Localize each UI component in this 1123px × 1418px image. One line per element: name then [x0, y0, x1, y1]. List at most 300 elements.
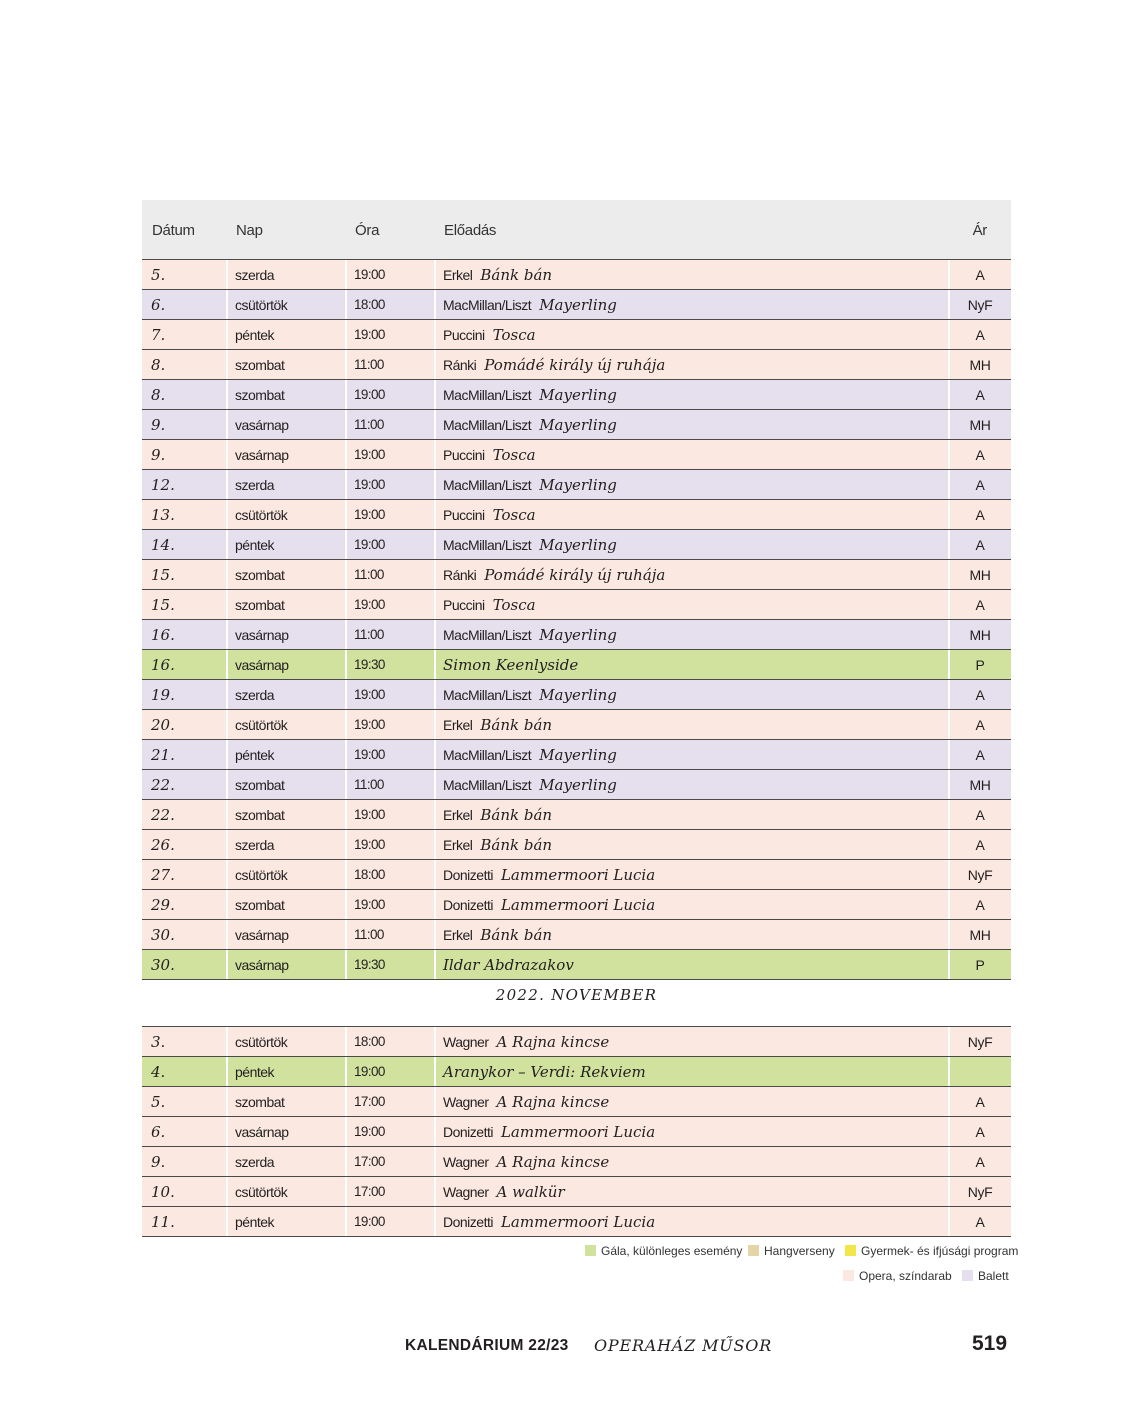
- row-time: 19:00: [354, 267, 385, 282]
- row-day: péntek: [235, 327, 275, 343]
- column-separator: [948, 830, 950, 859]
- row-price: A: [975, 1154, 985, 1170]
- row-day: szombat: [235, 807, 285, 823]
- table-row: [142, 1027, 1011, 1057]
- row-day: péntek: [235, 537, 275, 553]
- row-day: vasárnap: [235, 657, 289, 673]
- column-separator: [434, 620, 436, 649]
- table-row: [142, 1087, 1011, 1117]
- row-date: 5.: [151, 266, 166, 284]
- row-date: 6.: [151, 296, 166, 314]
- column-separator: [948, 350, 950, 379]
- row-time: 19:00: [354, 387, 385, 402]
- column-separator: [345, 1207, 347, 1236]
- row-date: 3.: [151, 1033, 166, 1051]
- row-time: 19:30: [354, 657, 385, 672]
- row-title: Bánk bán: [480, 716, 553, 734]
- column-separator: [948, 440, 950, 469]
- row-day: vasárnap: [235, 957, 289, 973]
- row-composer: MacMillan/Liszt: [443, 747, 532, 763]
- column-separator: [345, 800, 347, 829]
- column-separator: [345, 920, 347, 949]
- table-row: [142, 530, 1011, 560]
- column-separator: [948, 290, 950, 319]
- table-row: [142, 260, 1011, 290]
- row-composer: Ránki: [443, 567, 477, 583]
- column-separator: [434, 1027, 436, 1056]
- row-day: szombat: [235, 777, 285, 793]
- row-composer: Donizetti: [443, 897, 493, 913]
- column-separator: [434, 530, 436, 559]
- table-row: [142, 650, 1011, 680]
- row-day: csütörtök: [235, 1034, 288, 1050]
- november-schedule-table: [142, 1026, 1011, 1237]
- row-composer: MacMillan/Liszt: [443, 537, 532, 553]
- row-price: MH: [969, 417, 991, 433]
- row-title: Tosca: [492, 446, 536, 464]
- column-separator: [948, 1177, 950, 1206]
- row-title: Ildar Abdrazakov: [443, 956, 574, 974]
- row-day: szerda: [235, 267, 275, 283]
- column-separator: [434, 860, 436, 889]
- row-title: A Rajna kincse: [496, 1153, 610, 1171]
- row-performance: [443, 260, 552, 289]
- column-separator: [226, 1117, 228, 1146]
- legend-youth: [845, 1244, 1018, 1258]
- row-title: Tosca: [492, 506, 536, 524]
- column-separator: [434, 1207, 436, 1236]
- row-composer: Erkel: [443, 807, 473, 823]
- column-separator: [434, 830, 436, 859]
- october-rows: [142, 260, 1011, 980]
- row-price: NyF: [967, 1034, 993, 1050]
- row-time: 17:00: [354, 1184, 385, 1199]
- table-row: [142, 680, 1011, 710]
- row-title: Aranykor – Verdi: Rekviem: [443, 1063, 646, 1081]
- column-separator: [226, 800, 228, 829]
- row-date: 11.: [151, 1213, 175, 1231]
- row-time: 19:30: [354, 957, 385, 972]
- page-number: 519: [972, 1332, 1008, 1355]
- row-date: 8.: [151, 356, 166, 374]
- row-performance: [443, 800, 552, 829]
- column-separator: [434, 800, 436, 829]
- column-separator: [434, 410, 436, 439]
- column-separator: [434, 350, 436, 379]
- row-title: Mayerling: [539, 686, 617, 704]
- row-price: A: [975, 807, 985, 823]
- column-separator: [434, 290, 436, 319]
- row-date: 22.: [151, 776, 175, 794]
- row-title: Mayerling: [539, 626, 617, 644]
- header-day: Nap: [236, 222, 263, 239]
- column-separator: [948, 920, 950, 949]
- table-header: [142, 200, 1011, 260]
- row-time: 11:00: [354, 417, 384, 432]
- table-row: [142, 950, 1011, 980]
- row-composer: Wagner: [443, 1034, 489, 1050]
- row-price: MH: [969, 567, 991, 583]
- column-separator: [226, 1177, 228, 1206]
- column-separator: [345, 380, 347, 409]
- row-title: Mayerling: [539, 746, 617, 764]
- column-separator: [345, 500, 347, 529]
- row-date: 20.: [151, 716, 175, 734]
- row-title: Bánk bán: [480, 926, 553, 944]
- column-separator: [434, 470, 436, 499]
- row-performance: [443, 1207, 655, 1236]
- row-date: 30.: [151, 926, 175, 944]
- row-composer: Erkel: [443, 267, 473, 283]
- table-row: [142, 410, 1011, 440]
- row-price: A: [975, 327, 985, 343]
- row-price: A: [975, 267, 985, 283]
- column-separator: [345, 290, 347, 319]
- row-date: 10.: [151, 1183, 175, 1201]
- row-date: 15.: [151, 566, 175, 584]
- row-performance: [443, 560, 665, 589]
- row-performance: [443, 470, 617, 499]
- row-time: 19:00: [354, 1124, 385, 1139]
- column-separator: [434, 680, 436, 709]
- table-row: [142, 380, 1011, 410]
- table-row: [142, 1177, 1011, 1207]
- row-title: A Rajna kincse: [496, 1093, 610, 1111]
- column-separator: [345, 1087, 347, 1116]
- row-date: 29.: [151, 896, 175, 914]
- column-separator: [345, 1057, 347, 1086]
- row-time: 19:00: [354, 507, 385, 522]
- row-price: A: [975, 447, 985, 463]
- row-performance: [443, 950, 574, 979]
- legend-ballet: [962, 1269, 1009, 1283]
- column-separator: [434, 1147, 436, 1176]
- column-separator: [948, 410, 950, 439]
- column-separator: [345, 260, 347, 289]
- row-price: MH: [969, 627, 991, 643]
- row-performance: [443, 1027, 609, 1056]
- column-separator: [226, 620, 228, 649]
- legend-opera-label: Opera, színdarab: [859, 1269, 952, 1283]
- footer-section: OPERAHÁZ MŰSOR: [594, 1336, 773, 1355]
- row-price: A: [975, 507, 985, 523]
- column-separator: [345, 470, 347, 499]
- column-separator: [948, 1207, 950, 1236]
- column-separator: [434, 770, 436, 799]
- legend-concert: [748, 1244, 835, 1258]
- column-separator: [434, 590, 436, 619]
- column-separator: [345, 1027, 347, 1056]
- row-date: 8.: [151, 386, 166, 404]
- row-time: 11:00: [354, 627, 384, 642]
- row-price: A: [975, 537, 985, 553]
- row-price: A: [975, 837, 985, 853]
- column-separator: [434, 380, 436, 409]
- table-row: [142, 1207, 1011, 1237]
- row-price: A: [975, 1094, 985, 1110]
- row-time: 19:00: [354, 837, 385, 852]
- row-date: 16.: [151, 626, 175, 644]
- row-title: A walkür: [496, 1183, 565, 1201]
- table-row: [142, 290, 1011, 320]
- legend-gala-label: Gála, különleges esemény: [601, 1244, 743, 1258]
- table-row: [142, 710, 1011, 740]
- column-separator: [948, 860, 950, 889]
- column-separator: [345, 620, 347, 649]
- row-composer: Erkel: [443, 837, 473, 853]
- column-separator: [948, 740, 950, 769]
- row-price: A: [975, 387, 985, 403]
- column-separator: [226, 650, 228, 679]
- november-rows: [142, 1026, 1011, 1237]
- column-separator: [226, 890, 228, 919]
- column-separator: [226, 740, 228, 769]
- column-separator: [434, 1057, 436, 1086]
- row-day: csütörtök: [235, 867, 288, 883]
- row-title: Lammermoori Lucia: [500, 896, 656, 914]
- column-separator: [948, 650, 950, 679]
- column-separator: [948, 1027, 950, 1056]
- column-separator: [226, 680, 228, 709]
- row-title: Bánk bán: [480, 836, 553, 854]
- row-performance: [443, 1117, 655, 1146]
- column-separator: [948, 560, 950, 589]
- row-date: 16.: [151, 656, 175, 674]
- row-composer: Erkel: [443, 927, 473, 943]
- row-performance: [443, 770, 617, 799]
- column-separator: [345, 1147, 347, 1176]
- row-date: 9.: [151, 416, 166, 434]
- row-day: péntek: [235, 1064, 275, 1080]
- table-row: [142, 860, 1011, 890]
- table-row: [142, 1057, 1011, 1087]
- row-price: A: [975, 597, 985, 613]
- column-separator: [345, 830, 347, 859]
- row-title: Lammermoori Lucia: [500, 1213, 656, 1231]
- column-separator: [345, 530, 347, 559]
- legend-ballet-label: Balett: [978, 1269, 1009, 1283]
- row-date: 22.: [151, 806, 175, 824]
- column-separator: [948, 890, 950, 919]
- column-separator: [948, 260, 950, 289]
- row-composer: MacMillan/Liszt: [443, 417, 532, 433]
- row-time: 17:00: [354, 1154, 385, 1169]
- row-date: 15.: [151, 596, 175, 614]
- column-separator: [948, 1057, 950, 1086]
- row-performance: [443, 350, 665, 379]
- row-day: szombat: [235, 1094, 285, 1110]
- column-separator: [226, 950, 228, 979]
- table-row: [142, 620, 1011, 650]
- row-date: 6.: [151, 1123, 166, 1141]
- column-separator: [226, 560, 228, 589]
- row-price: A: [975, 717, 985, 733]
- legend-ballet-swatch: [962, 1270, 973, 1281]
- row-price: NyF: [967, 1184, 993, 1200]
- row-time: 11:00: [354, 777, 384, 792]
- row-performance: [443, 1057, 646, 1086]
- column-separator: [226, 350, 228, 379]
- column-separator: [948, 1117, 950, 1146]
- october-schedule-table: [142, 200, 1011, 980]
- row-composer: Ránki: [443, 357, 477, 373]
- column-separator: [345, 350, 347, 379]
- table-row: [142, 770, 1011, 800]
- row-performance: [443, 1087, 609, 1116]
- row-composer: MacMillan/Liszt: [443, 777, 532, 793]
- column-separator: [434, 650, 436, 679]
- row-day: vasárnap: [235, 627, 289, 643]
- table-row: [142, 470, 1011, 500]
- column-separator: [226, 710, 228, 739]
- row-day: vasárnap: [235, 1124, 289, 1140]
- column-separator: [434, 440, 436, 469]
- column-separator: [226, 1027, 228, 1056]
- column-separator: [345, 590, 347, 619]
- table-row: [142, 440, 1011, 470]
- legend-concert-swatch: [748, 1245, 759, 1256]
- column-separator: [345, 710, 347, 739]
- column-separator: [345, 1177, 347, 1206]
- column-separator: [226, 470, 228, 499]
- row-composer: Erkel: [443, 717, 473, 733]
- column-separator: [226, 440, 228, 469]
- row-date: 26.: [151, 836, 175, 854]
- row-date: 12.: [151, 476, 175, 494]
- header-date: Dátum: [152, 222, 195, 239]
- row-day: péntek: [235, 747, 275, 763]
- column-separator: [434, 1087, 436, 1116]
- column-separator: [345, 320, 347, 349]
- row-price: P: [975, 957, 985, 973]
- row-day: csütörtök: [235, 297, 288, 313]
- column-separator: [345, 890, 347, 919]
- column-separator: [226, 1057, 228, 1086]
- column-separator: [345, 650, 347, 679]
- column-separator: [948, 710, 950, 739]
- column-separator: [948, 950, 950, 979]
- row-time: 18:00: [354, 867, 385, 882]
- table-row: [142, 560, 1011, 590]
- row-date: 27.: [151, 866, 175, 884]
- row-time: 19:00: [354, 537, 385, 552]
- row-performance: [443, 320, 536, 349]
- row-composer: Puccini: [443, 597, 485, 613]
- column-separator: [226, 770, 228, 799]
- row-performance: [443, 710, 552, 739]
- row-date: 21.: [151, 746, 175, 764]
- column-separator: [226, 530, 228, 559]
- column-separator: [226, 500, 228, 529]
- column-separator: [226, 1207, 228, 1236]
- row-composer: Donizetti: [443, 1214, 493, 1230]
- row-time: 19:00: [354, 747, 385, 762]
- column-separator: [434, 500, 436, 529]
- column-separator: [948, 620, 950, 649]
- row-date: 19.: [151, 686, 175, 704]
- row-performance: [443, 620, 617, 649]
- column-separator: [434, 1117, 436, 1146]
- row-composer: MacMillan/Liszt: [443, 687, 532, 703]
- row-price: MH: [969, 777, 991, 793]
- row-performance: [443, 920, 552, 949]
- table-row: [142, 1147, 1011, 1177]
- column-separator: [434, 890, 436, 919]
- column-separator: [226, 1147, 228, 1176]
- column-separator: [345, 740, 347, 769]
- row-composer: Puccini: [443, 447, 485, 463]
- column-separator: [948, 320, 950, 349]
- legend-gala-swatch: [585, 1245, 596, 1256]
- row-day: szombat: [235, 357, 285, 373]
- column-separator: [226, 1087, 228, 1116]
- row-composer: Donizetti: [443, 1124, 493, 1140]
- column-separator: [434, 260, 436, 289]
- legend-youth-swatch: [845, 1245, 856, 1256]
- column-separator: [226, 920, 228, 949]
- row-price: A: [975, 477, 985, 493]
- row-title: Mayerling: [539, 776, 617, 794]
- table-row: [142, 830, 1011, 860]
- column-separator: [948, 800, 950, 829]
- row-time: 11:00: [354, 567, 384, 582]
- column-separator: [434, 710, 436, 739]
- row-performance: [443, 860, 655, 889]
- row-composer: MacMillan/Liszt: [443, 387, 532, 403]
- row-performance: [443, 740, 617, 769]
- row-time: 11:00: [354, 357, 384, 372]
- header-price: Ár: [972, 222, 987, 239]
- row-performance: [443, 410, 617, 439]
- row-performance: [443, 1177, 565, 1206]
- row-performance: [443, 380, 617, 409]
- header-time: Óra: [355, 222, 380, 239]
- column-separator: [948, 500, 950, 529]
- row-price: A: [975, 1214, 985, 1230]
- row-day: szombat: [235, 897, 285, 913]
- column-separator: [226, 590, 228, 619]
- row-title: Mayerling: [539, 476, 617, 494]
- row-date: 30.: [151, 956, 175, 974]
- row-title: Lammermoori Lucia: [500, 1123, 656, 1141]
- table-row: [142, 500, 1011, 530]
- row-performance: [443, 290, 617, 319]
- column-separator: [948, 470, 950, 499]
- column-separator: [434, 320, 436, 349]
- column-separator: [345, 770, 347, 799]
- table-row: [142, 320, 1011, 350]
- row-title: Mayerling: [539, 386, 617, 404]
- row-title: A Rajna kincse: [496, 1033, 610, 1051]
- table-row: [142, 350, 1011, 380]
- row-title: Pomádé király új ruhája: [484, 566, 666, 584]
- legend-opera: [843, 1269, 952, 1283]
- row-title: Mayerling: [539, 536, 617, 554]
- legend-youth-label: Gyermek- és ifjúsági program: [861, 1244, 1019, 1258]
- row-title: Lammermoori Lucia: [500, 866, 656, 884]
- column-separator: [345, 950, 347, 979]
- header-show: Előadás: [444, 222, 497, 239]
- column-separator: [226, 290, 228, 319]
- row-time: 11:00: [354, 927, 384, 942]
- column-separator: [345, 860, 347, 889]
- column-separator: [434, 920, 436, 949]
- row-date: 9.: [151, 446, 166, 464]
- row-time: 19:00: [354, 1214, 385, 1229]
- column-separator: [345, 1117, 347, 1146]
- row-price: NyF: [967, 867, 993, 883]
- row-composer: MacMillan/Liszt: [443, 297, 532, 313]
